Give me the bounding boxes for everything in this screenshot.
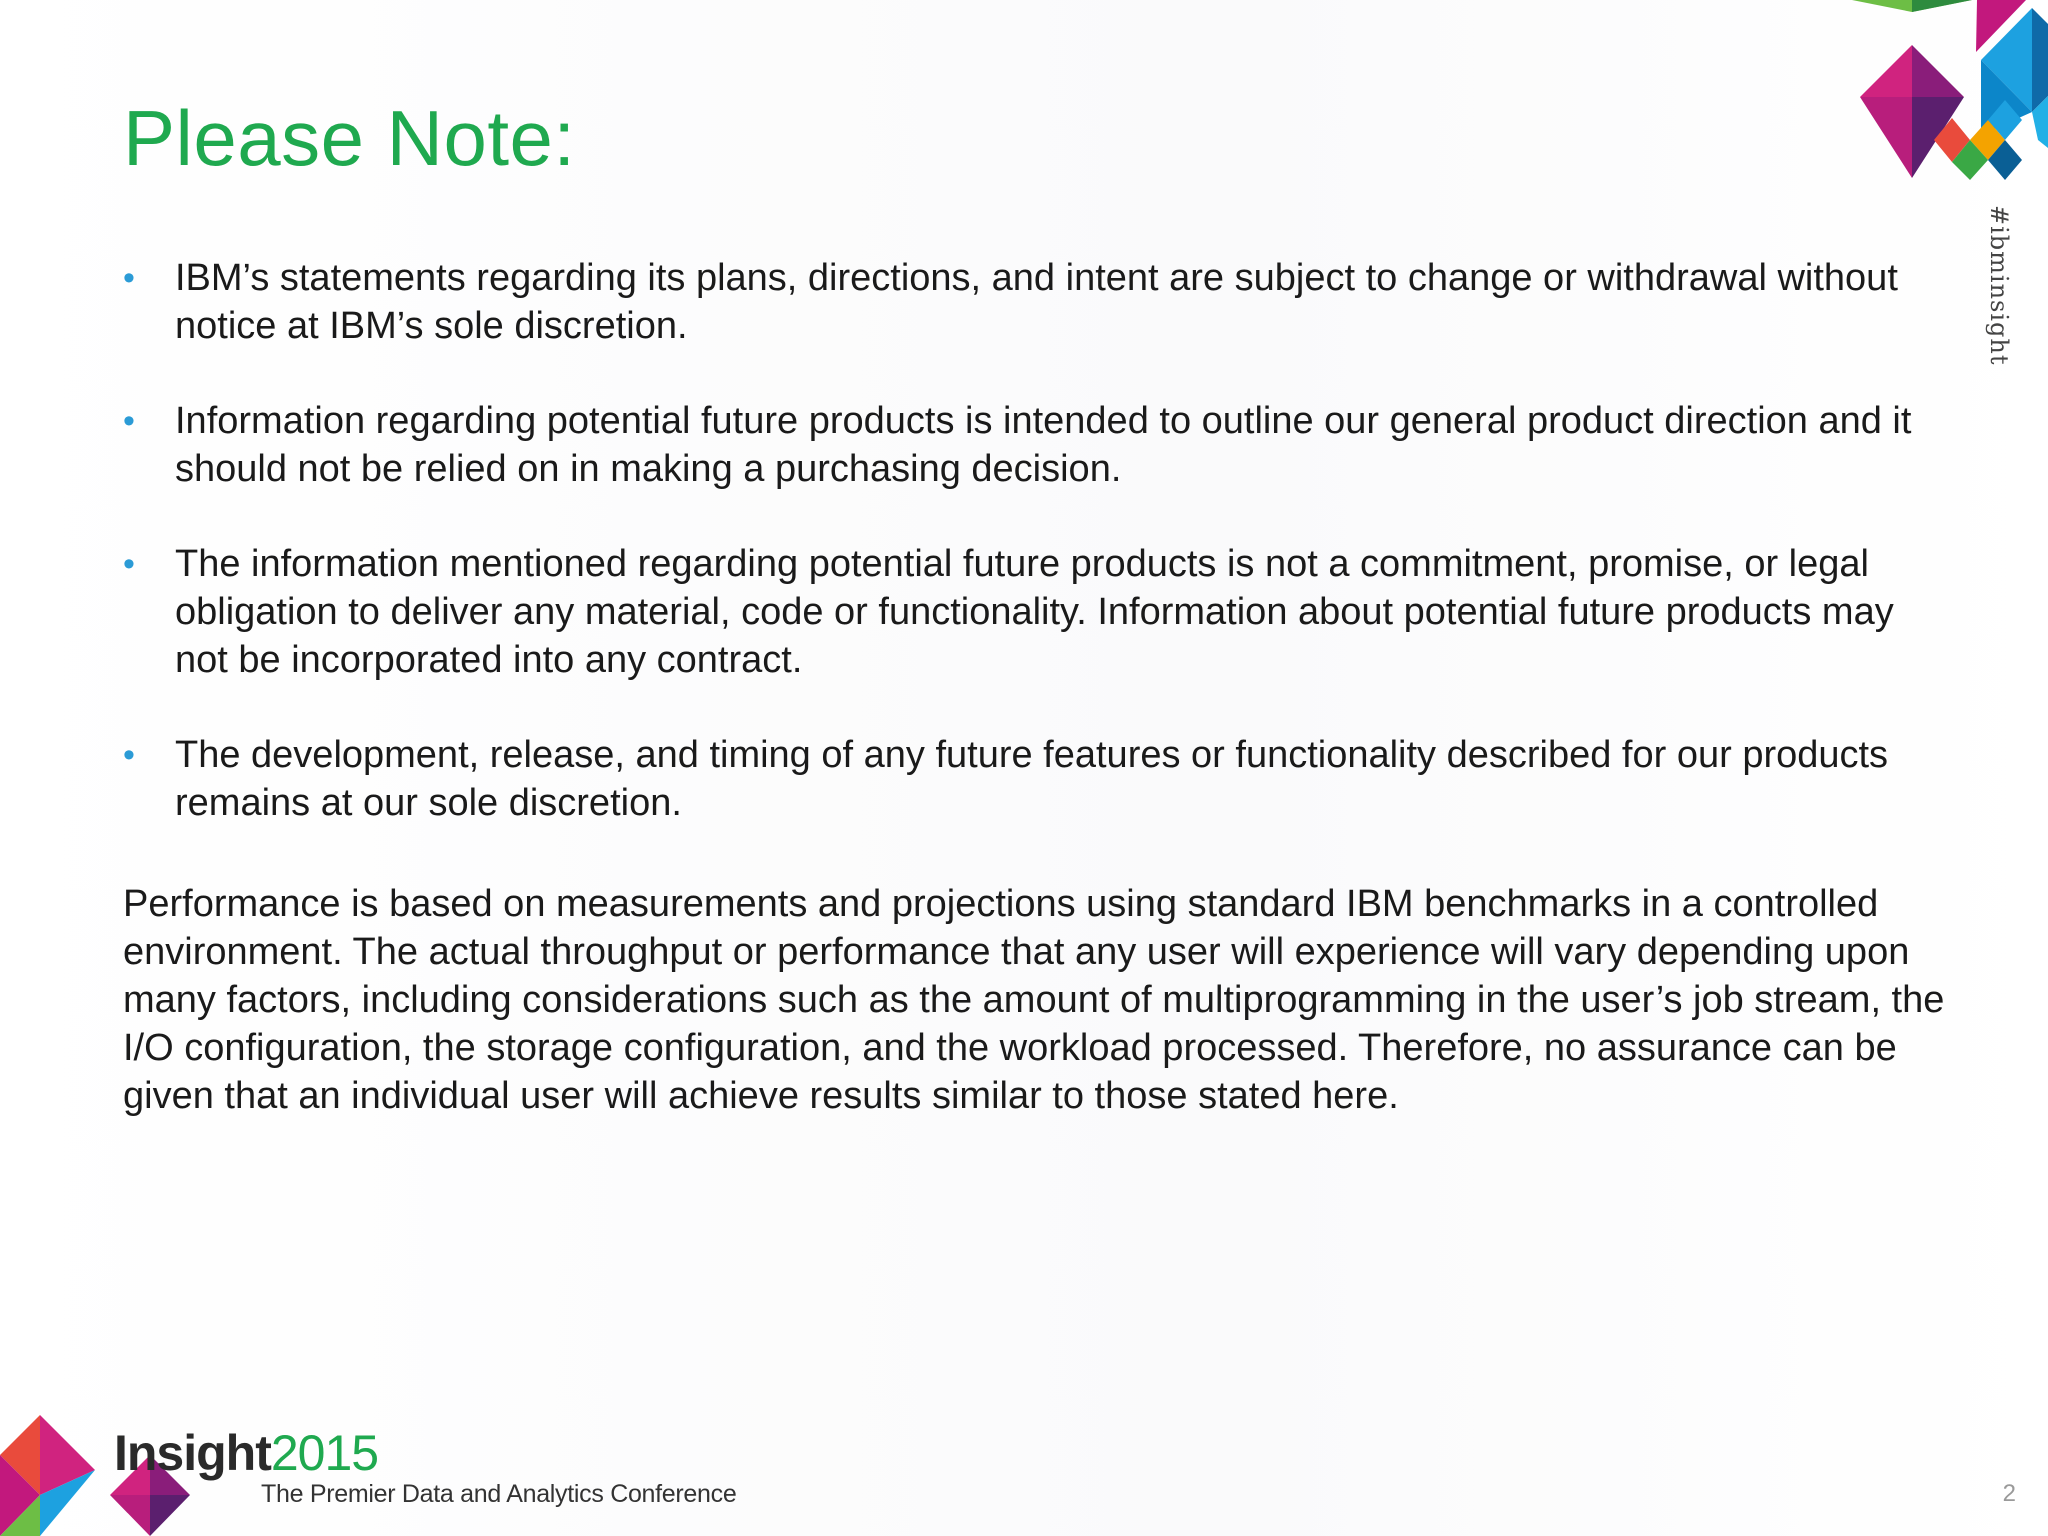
list-item bbox=[123, 540, 1923, 684]
page-title: Please Note: bbox=[123, 94, 576, 182]
decorative-diamonds-top-icon bbox=[1800, 0, 2048, 190]
bullet-dot-icon: • bbox=[123, 402, 135, 440]
bullet-dot-icon: • bbox=[123, 545, 135, 583]
conference-tagline: The Premier Data and Analytics Conference bbox=[261, 1480, 737, 1508]
note-bullet-list bbox=[123, 254, 1923, 874]
performance-disclaimer: Performance is based on measurements and projections using standard IBM benchmarks in a controlled environment. The actual throughput or performance that any user will experience will vary depending upon many factors, including considerations such as the amount of multiprogramming in the user’s job stream, the I/O configuration, the storage configuration, and the workload processed. Therefore, no assurance can be given that an individual user will achieve results similar to those stated here. bbox=[123, 883, 1945, 1117]
page-number: 2 bbox=[2002, 1480, 2016, 1507]
bullet-text: IBM’s statements regarding its plans, directions, and intent are subject to change or withdrawal without notice at IBM’s sole discretion. bbox=[175, 257, 1898, 347]
bullet-text: The development, release, and timing of any future features or functionality described for our products remains at our sole discretion. bbox=[175, 734, 1889, 824]
hashtag-label: #ibminsight bbox=[1985, 205, 2013, 366]
bullet-text: Information regarding potential future products is intended to outline our general product direction and it should not be relied on in making a purchasing decision. bbox=[175, 400, 1912, 490]
bullet-dot-icon: • bbox=[123, 259, 135, 297]
bullet-text: The information mentioned regarding potential future products is not a commitment, promise, or legal obligation to deliver any material, code or functionality. Information about potential future products may not be incorporated into any contract. bbox=[175, 543, 1894, 681]
logo-year: 2015 bbox=[270, 1425, 379, 1481]
logo-word: Insight bbox=[114, 1425, 271, 1481]
list-item bbox=[123, 731, 1923, 827]
list-item bbox=[123, 397, 1923, 493]
bullet-dot-icon: • bbox=[123, 736, 135, 774]
insight-logo bbox=[114, 1424, 378, 1482]
list-item bbox=[123, 254, 1923, 350]
